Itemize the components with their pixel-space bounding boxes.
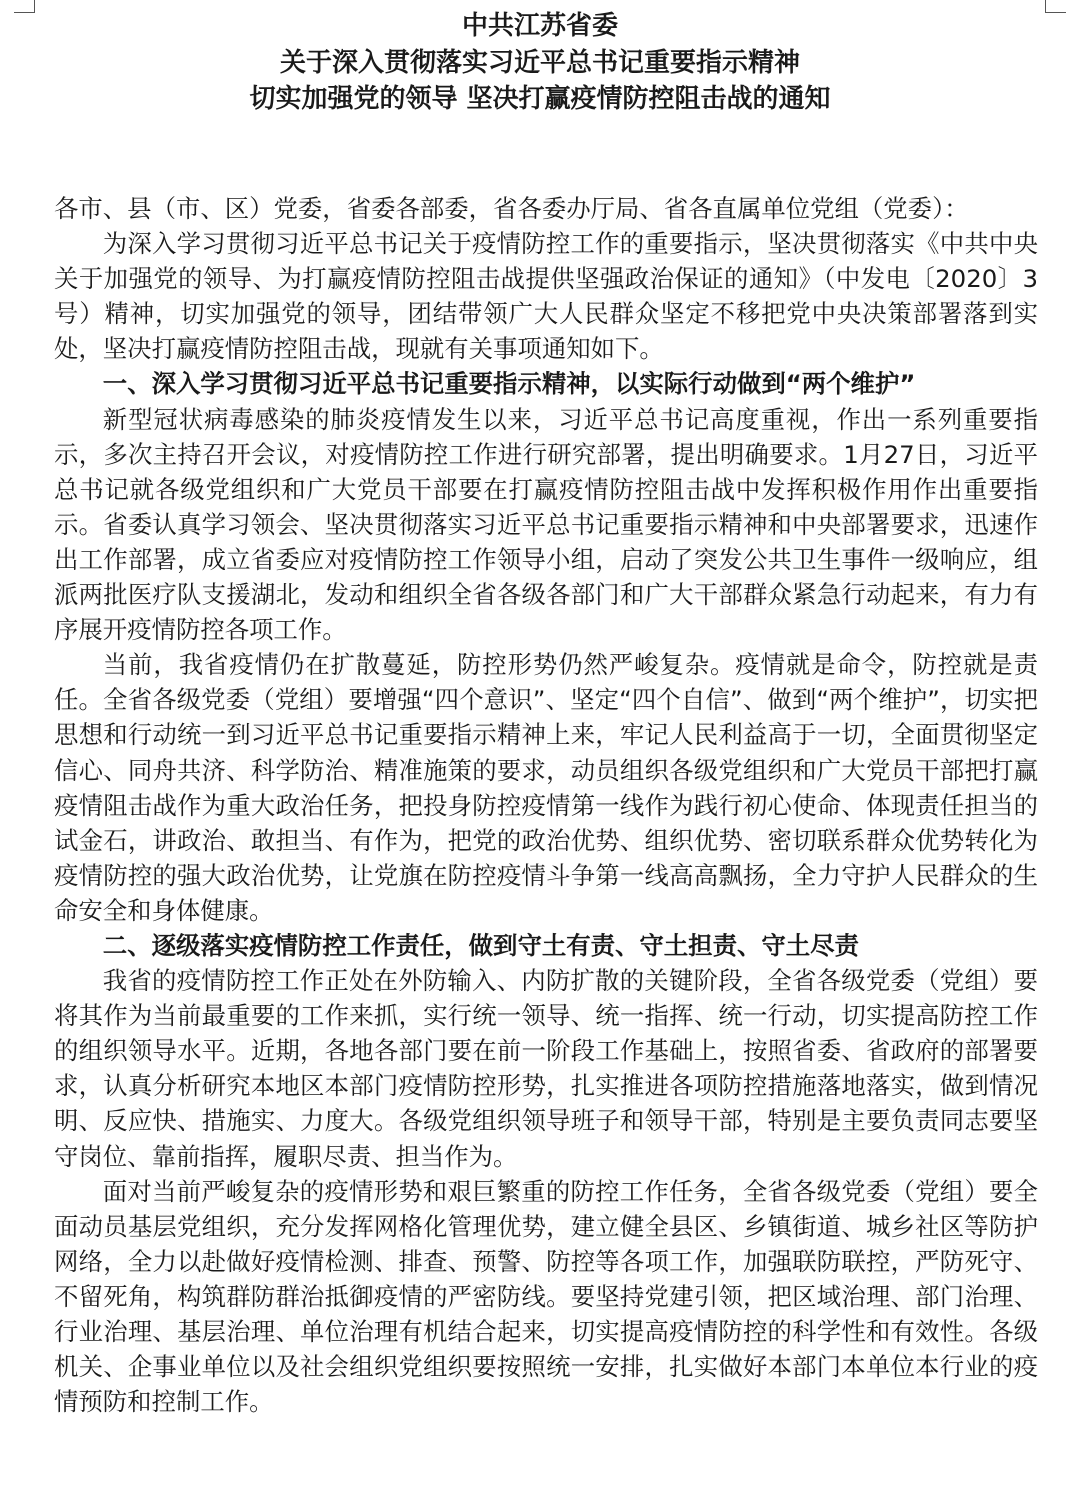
document-body — [54, 191, 1038, 1419]
paragraph-section-1-b: 当前，我省疫情仍在扩散蔓延，防控形势仍然严峻复杂。疫情就是命令，防控就是责任。全省各级党委（党组）要增强“四个意识”、坚定“四个自信”、做到“两个维护”，切实把思想和行动统一到习近平总书记重要指示精神上来，牢记人民利益高于一切，全面贯彻坚定信心、同舟共济、科学防治、精准施策的要求，动员组织各级党组织和广大党员干部把打赢疫情阻击战作为重大政治任务，把投身防控疫情第一线作为践行初心使命、体现责任担当的试金石，讲政治、敢担当、有作为，把党的政治优势、组织优势、密切联系群众优势转化为疫情防控的强大政治优势，让党旗在防控疫情斗争第一线高高飘扬，全力守护人民群众的生命安全和身体健康。 — [54, 650, 1038, 925]
section-heading-1: 一、深入学习贯彻习近平总书记重要指示精神，以实际行动做到“两个维护” — [102, 369, 916, 399]
document-title — [0, 8, 1080, 118]
paragraph-section-2-b: 面对当前严峻复杂的疫情形势和艰巨繁重的防控工作任务，全省各级党委（党组）要全面动员基层党组织，充分发挥网格化管理优势，建立健全县区、乡镇街道、城乡社区等防护网络，全力以赴做好疫情检测、排查、预警、防控等各项工作，加强联防联控，严防死守、不留死角，构筑群防群治抵御疫情的严密防线。要坚持党建引领，把区域治理、部门治理、行业治理、基层治理、单位治理有机结合起来，切实提高疫情防控的科学性和有效性。各级机关、企事业单位以及社会组织党组织要按照统一安排，扎实做好本部门本单位本行业的疫情预防和控制工作。 — [54, 1176, 1038, 1417]
paragraph-section-2-a: 我省的疫情防控工作正处在外防输入、内防扩散的关键阶段，全省各级党委（党组）要将其作为当前最重要的工作来抓，实行统一领导、统一指挥、统一行动，切实提高防控工作的组织领导水平。近期，各地各部门要在前一阶段工作基础上，按照省委、省政府的部署要求，认真分析研究本地区本部门疫情防控形势，扎实推进各项防控措施落地落实，做到情况明、反应快、措施实、力度大。各级党组织领导班子和领导干部，特别是主要负责同志要坚守岗位、靠前指挥，履职尽责、担当作为。 — [54, 966, 1038, 1171]
section-heading-2: 二、逐级落实疫情防控工作责任，做到守土有责、守土担责、守土尽责 — [102, 930, 859, 960]
paragraph-intro: 为深入学习贯彻习近平总书记关于疫情防控工作的重要指示，坚决贯彻落实《中共中央关于加强党的领导、为打赢疫情防控阻击战提供坚强政治保证的通知》（中发电〔2020〕3号）精神，切实加强党的领导，团结带领广大人民群众坚定不移把党中央决策部署落到实处，坚决打赢疫情防控阻击战，现就有关事项通知如下。 — [54, 229, 1038, 364]
title-line-issuer: 中共江苏省委 — [461, 11, 618, 41]
paragraph-section-1-a: 新型冠状病毒感染的肺炎疫情发生以来，习近平总书记高度重视，作出一系列重要指示，多次主持召开会议，对疫情防控工作进行研究部署，提出明确要求。1月27日，习近平总书记就各级党组织和广大党员干部要在打赢疫情防控阻击战中发挥积极作用作出重要指示。省委认真学习领会、坚决贯彻落实习近平总书记重要指示精神和中央部署要求，迅速作出工作部署，成立省委应对疫情防控工作领导小组，启动了突发公共卫生事件一级响应，组派两批医疗队支援湖北，发动和组织全省各级各部门和广大干部群众紧急行动起来，有力有序展开疫情防控各项工作。 — [54, 404, 1038, 645]
salutation: 各市、县（市、区）党委，省委各部委，省各委办厅局、省各直属单位党组（党委）： — [54, 194, 969, 223]
title-line-subject-continued: 切实加强党的领导 坚决打赢疫情防控阻击战的通知 — [249, 84, 831, 114]
title-line-subject: 关于深入贯彻落实习近平总书记重要指示精神 — [279, 47, 800, 78]
